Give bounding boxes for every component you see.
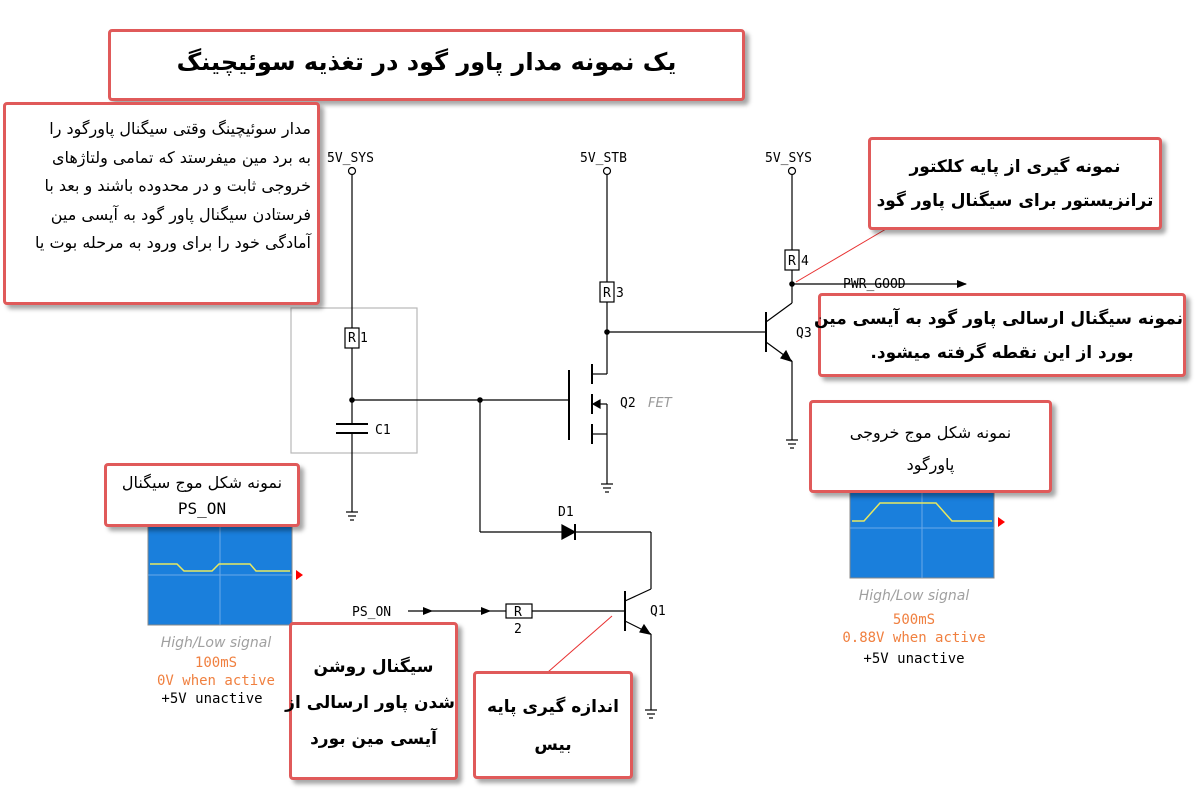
middle-rail-terminal	[604, 168, 611, 175]
left-scope	[148, 525, 303, 707]
on-signal-line: سیگنال روشن	[313, 657, 434, 677]
r4-label: R	[788, 254, 796, 269]
left-scope-time: 100mS	[194, 655, 238, 671]
sent-signal-callout	[813, 293, 1186, 377]
description-line: مدار سوئیچینگ وقتی سیگنال پاورگود را	[49, 119, 311, 138]
right-scope-caption: High/Low signal	[858, 588, 970, 604]
ps-on-wave-callout	[104, 463, 300, 527]
base-measure-callout	[473, 671, 633, 779]
ground-q3	[786, 440, 798, 448]
ps-on-wave-line: نمونه شکل موج سیگنال	[121, 473, 283, 492]
c1-label: C1	[375, 423, 391, 438]
q2-type-label: FET	[648, 396, 672, 411]
collector-callout	[868, 137, 1162, 230]
ground-q1	[645, 710, 657, 718]
r1-label: R	[348, 331, 356, 346]
output-wave-line: پاورگود	[906, 455, 955, 474]
r3-number: 3	[616, 286, 624, 301]
output-wave-callout	[809, 400, 1052, 493]
ground-left	[346, 512, 358, 520]
left-rail-label: 5V_SYS	[327, 151, 374, 166]
sent-signal-line: نمونه سیگنال ارسالی پاور گود به آیسی مین	[813, 309, 1183, 329]
q2-label: Q2	[620, 396, 636, 411]
left-scope-caption: High/Low signal	[160, 635, 272, 651]
ps-on-wave-signal: PS_ON	[177, 499, 227, 518]
right-rail-terminal	[789, 168, 796, 175]
d1-diode	[562, 525, 575, 539]
on-signal-line: آیسی مین بورد	[310, 729, 437, 749]
collector-line: ترانزیستور برای سیگنال پاور گود	[876, 191, 1154, 211]
title-text: یک نمونه مدار پاور گود در تغذیه سوئیچینگ	[176, 48, 677, 76]
right-scope-inactive: +5V unactive	[863, 651, 965, 667]
right-scope-marker	[998, 517, 1005, 527]
pwr-good-label: PWR_GOOD	[843, 277, 906, 292]
description-line: به برد مین میفرستد که تمامی ولتاژهای	[51, 147, 311, 167]
collector-line: نمونه گیری از پایه کلکتور	[909, 157, 1121, 177]
right-scope-active: 0.88V when active	[842, 630, 986, 646]
q1-label: Q1	[650, 604, 666, 619]
description-callout	[3, 102, 320, 305]
right-scope	[842, 478, 1005, 667]
description-line: آمادگی خود را برای ورود به مرحله بوت یا	[35, 233, 311, 252]
left-rail-terminal	[349, 168, 356, 175]
page-title	[108, 29, 745, 101]
on-signal-callout	[285, 622, 458, 780]
base-measure-line: بیس	[534, 735, 572, 755]
ps-on-label: PS_ON	[352, 605, 392, 620]
middle-rail-label: 5V_STB	[580, 151, 627, 166]
ground-q2	[601, 484, 613, 492]
right-scope-time: 500mS	[892, 612, 936, 628]
r1-number: 1	[360, 331, 368, 346]
right-rail-label: 5V_SYS	[765, 151, 812, 166]
left-scope-active: 0V when active	[156, 673, 276, 689]
base-measure-line: اندازه گیری پایه	[487, 697, 619, 717]
d1-label: D1	[558, 505, 574, 520]
left-scope-marker	[296, 570, 303, 580]
r2-number: 2	[514, 622, 522, 637]
description-line: خروجی ثابت و در محدوده باشند و بعد با	[44, 176, 311, 195]
output-wave-line: نمونه شکل موج خروجی	[849, 423, 1012, 442]
q3-label: Q3	[796, 326, 812, 341]
on-signal-line: شدن پاور ارسالی از	[285, 693, 455, 713]
leader-collector	[796, 229, 886, 282]
r3-label: R	[603, 286, 611, 301]
description-line: فرستادن سیگنال پاور گود به آیسی مین	[50, 204, 311, 224]
r2-label: R	[514, 605, 522, 620]
leader-base	[548, 616, 612, 672]
sent-signal-line: بورد از این نقطه گرفته میشود.	[870, 343, 1134, 363]
r4-number: 4	[801, 254, 809, 269]
left-scope-inactive: +5V unactive	[161, 691, 263, 707]
